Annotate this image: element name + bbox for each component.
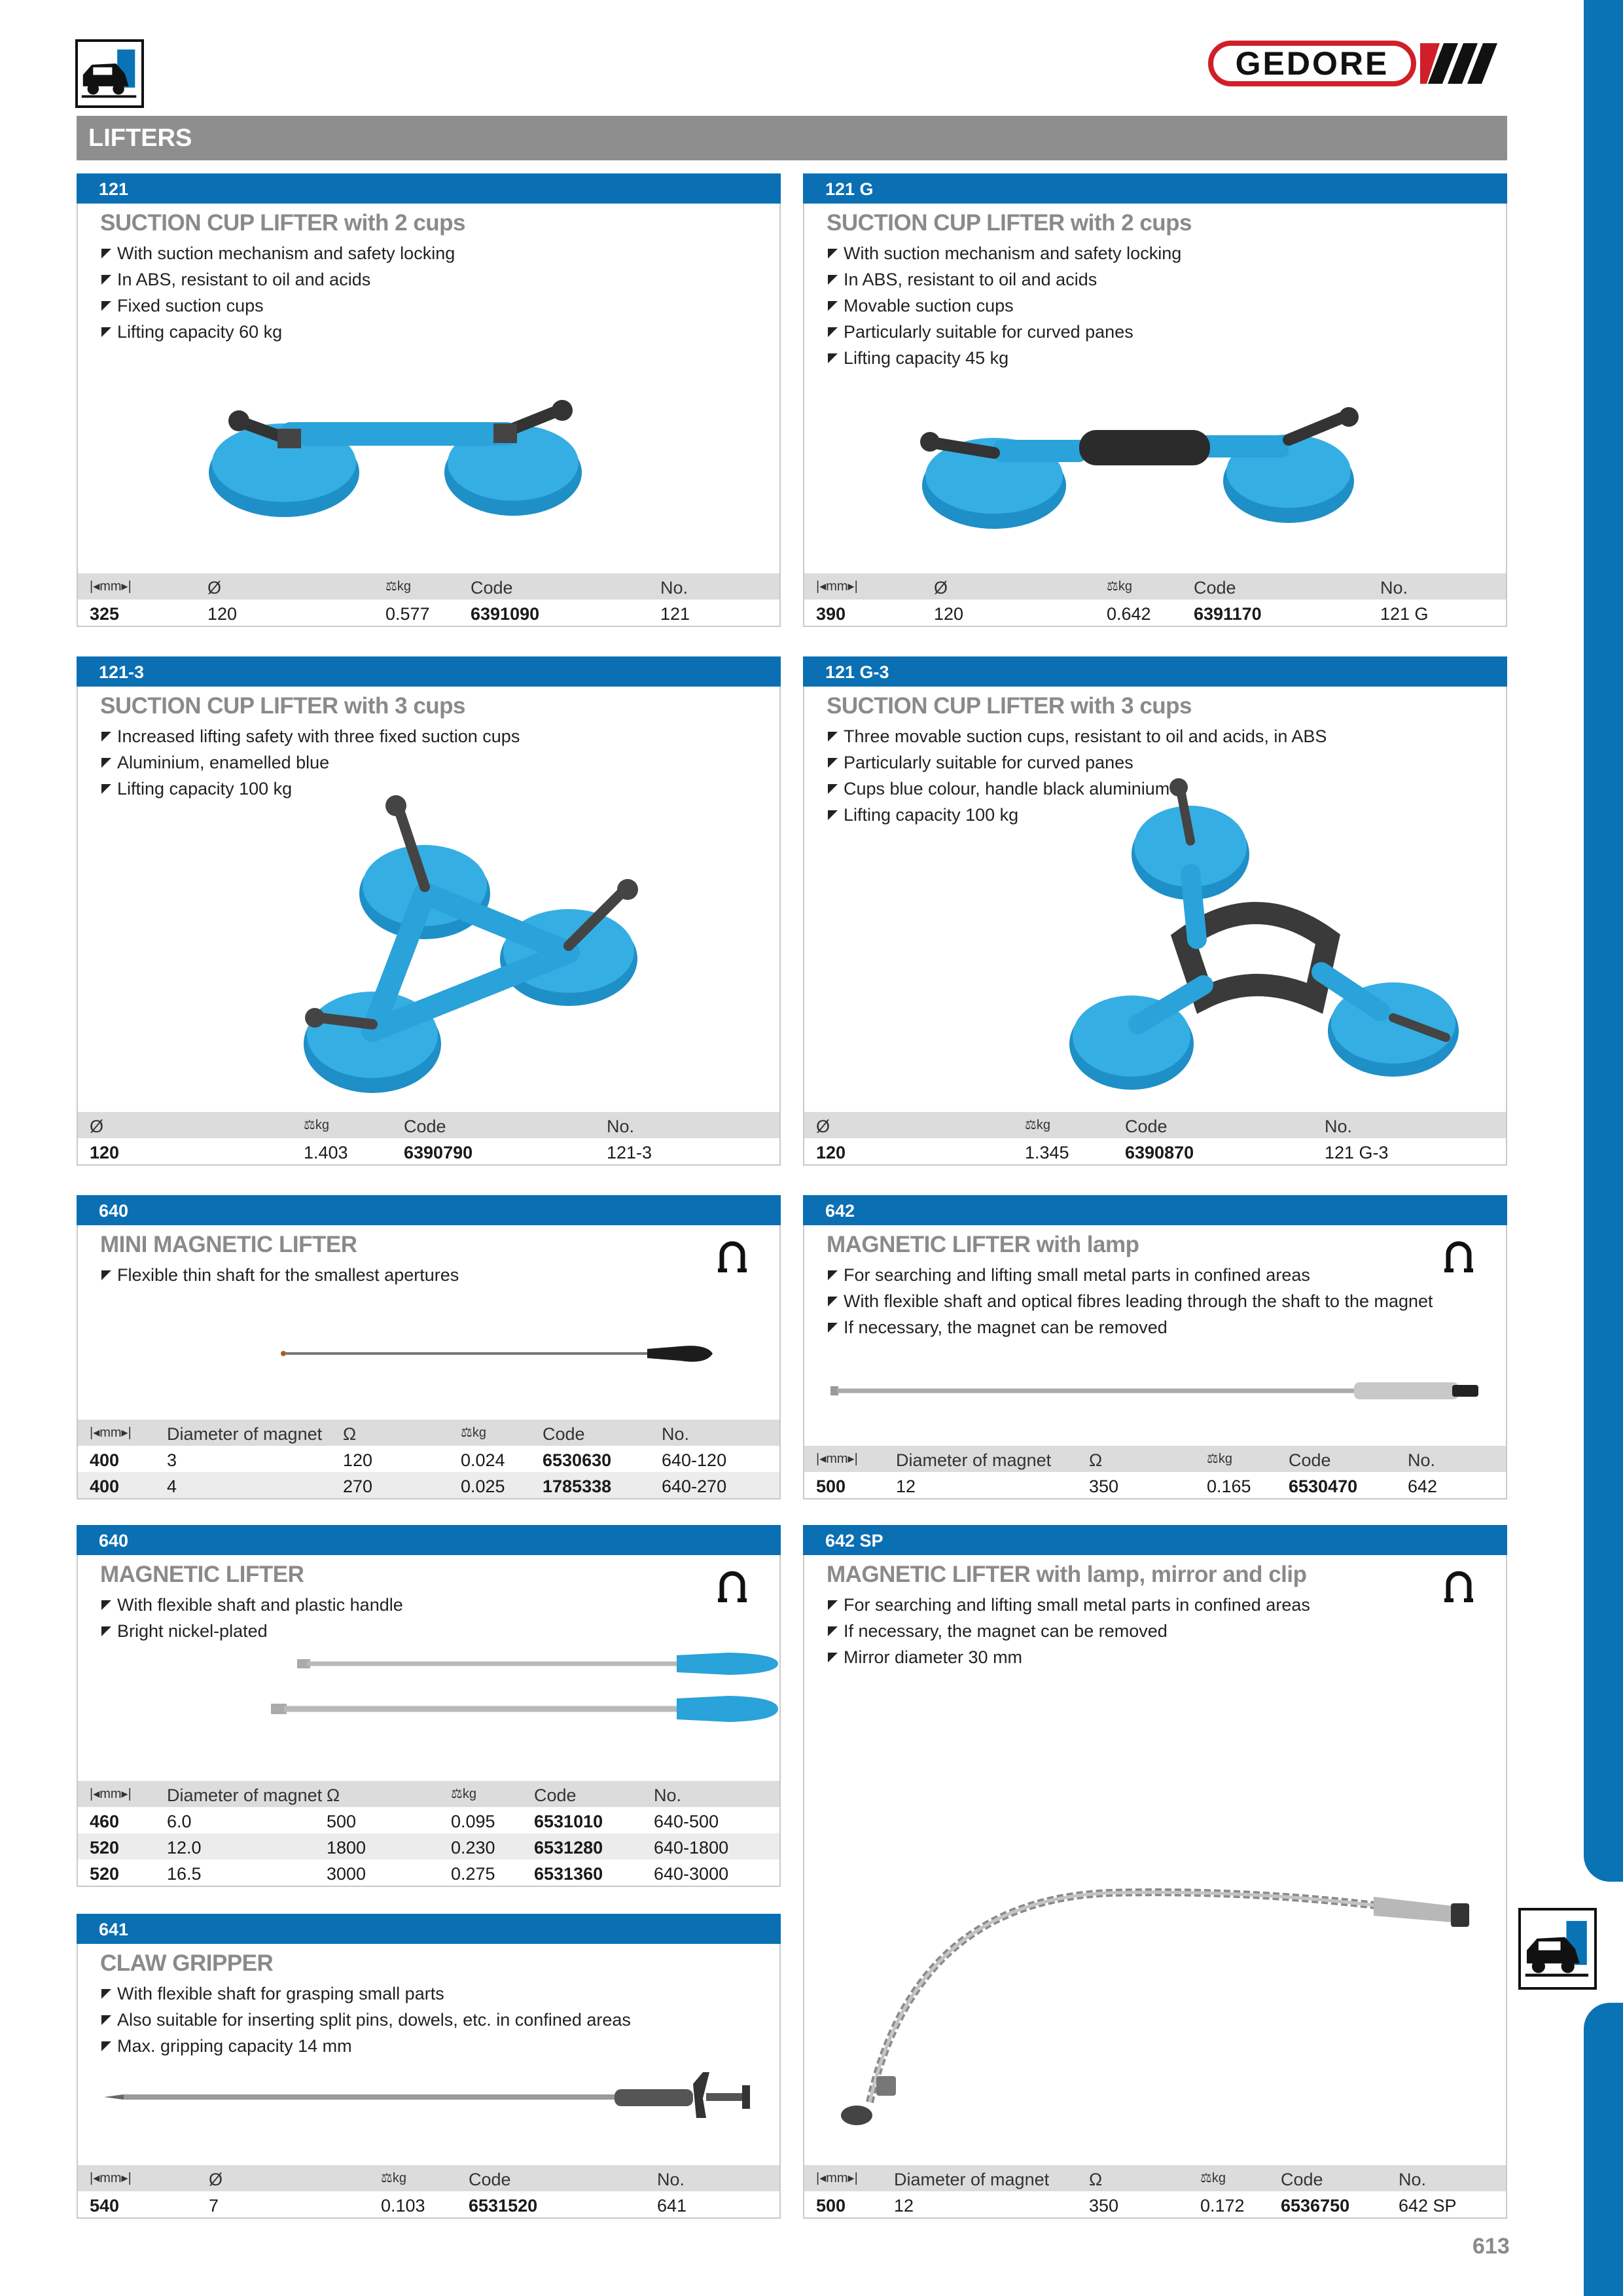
car-category-icon-top xyxy=(75,39,144,108)
magnet-icon xyxy=(717,1240,748,1274)
product-image-magnetic-lifter-mirror xyxy=(837,1814,1491,2128)
feature-item: Cups blue colour, handle black aluminium xyxy=(827,776,1327,802)
spec-header-row xyxy=(78,1112,779,1138)
cell-magnet-diameter: 6.0 xyxy=(167,1812,192,1831)
product-card-640-mini xyxy=(77,1195,781,1499)
product-card-641 xyxy=(77,1914,781,2219)
feature-item: Aluminium, enamelled blue xyxy=(100,749,520,776)
cell-force: 500 xyxy=(327,1812,357,1831)
product-image-suction-lifter-3-movable xyxy=(1066,776,1472,1103)
cell-code: 6530470 xyxy=(1289,1477,1358,1496)
card-title: SUCTION CUP LIFTER with 3 cups xyxy=(827,693,1192,719)
cell-weight: 1.403 xyxy=(304,1143,348,1162)
length-icon: |◂mm▸| xyxy=(816,2171,858,2185)
table-row xyxy=(78,2191,779,2217)
table-row xyxy=(78,1446,779,1472)
card-tag: 121 G xyxy=(803,173,1507,204)
cell-no: 121-3 xyxy=(607,1143,652,1162)
diameter-icon: Ø xyxy=(207,578,222,598)
cell-no: 640-1800 xyxy=(654,1838,729,1857)
table-row xyxy=(78,1138,779,1164)
table-row xyxy=(804,1138,1506,1164)
force-icon: Ω xyxy=(327,1785,340,1805)
card-tag: 640 xyxy=(77,1525,781,1555)
card-title: MAGNETIC LIFTER with lamp xyxy=(827,1232,1139,1257)
feature-item: For searching and lifting small metal parts in confined areas xyxy=(827,1262,1433,1288)
cell-weight: 0.095 xyxy=(451,1812,495,1831)
feature-list xyxy=(100,1592,403,1644)
spec-header-row xyxy=(78,573,779,600)
cell-no: 641 xyxy=(657,2196,687,2215)
card-tag: 121-3 xyxy=(77,656,781,687)
cell-diameter: 120 xyxy=(934,604,964,624)
cell-code: 6390790 xyxy=(404,1143,473,1162)
cell-code: 6531280 xyxy=(534,1838,603,1857)
cell-magnet-diameter: 12.0 xyxy=(167,1838,202,1857)
magnet-diameter-header: Diameter of magnet xyxy=(167,1785,323,1805)
product-image-claw-gripper xyxy=(104,2066,772,2125)
spec-header-row xyxy=(78,1781,779,1807)
card-tag: 641 xyxy=(77,1914,781,1944)
product-card-121-3 xyxy=(77,656,781,1166)
product-image-magnetic-lifter-lamp xyxy=(830,1373,1485,1406)
cell-code: 6530630 xyxy=(543,1450,612,1470)
cell-weight: 0.165 xyxy=(1207,1477,1251,1496)
length-icon: |◂mm▸| xyxy=(90,2171,132,2185)
cell-length: 390 xyxy=(816,604,846,624)
cell-no: 640-500 xyxy=(654,1812,719,1831)
magnet-diameter-header: Diameter of magnet xyxy=(894,2170,1050,2189)
feature-item: In ABS, resistant to oil and acids xyxy=(827,266,1181,293)
product-image-mini-magnetic-lifter xyxy=(281,1337,791,1370)
cell-weight: 0.275 xyxy=(451,1864,495,1884)
table-row xyxy=(78,1472,779,1498)
cell-length: 460 xyxy=(90,1812,120,1831)
no-header: No. xyxy=(607,1117,635,1136)
product-image-suction-lifter-2 xyxy=(202,397,608,522)
card-tag: 121 xyxy=(77,173,781,204)
cell-magnet-diameter: 12 xyxy=(894,2196,914,2215)
force-icon: Ω xyxy=(1089,1450,1103,1470)
feature-item: Mirror diameter 30 mm xyxy=(827,1644,1310,1670)
feature-item: Increased lifting safety with three fixed suction cups xyxy=(100,723,520,749)
no-header: No. xyxy=(657,2170,685,2189)
spec-table xyxy=(78,1112,779,1164)
card-title: SUCTION CUP LIFTER with 2 cups xyxy=(100,210,466,236)
cell-magnet-diameter: 16.5 xyxy=(167,1864,202,1884)
feature-item: With suction mechanism and safety locking xyxy=(100,240,455,266)
force-icon: Ω xyxy=(1089,2170,1103,2189)
feature-item: Three movable suction cups, resistant to oil and acids, in ABS xyxy=(827,723,1327,749)
weight-icon: ⚖kg xyxy=(461,1426,487,1440)
spec-header-row xyxy=(804,2165,1506,2191)
table-row xyxy=(78,1807,779,1833)
card-title: MAGNETIC LIFTER xyxy=(100,1562,304,1587)
card-title: CLAW GRIPPER xyxy=(100,1950,274,1976)
feature-list xyxy=(827,240,1181,371)
cell-weight: 0.577 xyxy=(385,604,430,624)
spec-table xyxy=(804,2165,1506,2217)
table-row xyxy=(78,1859,779,1886)
cell-force: 350 xyxy=(1089,1477,1119,1496)
diameter-icon: Ø xyxy=(90,1117,104,1136)
feature-item: Particularly suitable for curved panes xyxy=(827,319,1181,345)
feature-item: Lifting capacity 100 kg xyxy=(827,802,1327,828)
feature-item: If necessary, the magnet can be removed xyxy=(827,1618,1310,1644)
brand-stripes-icon xyxy=(1420,39,1507,88)
product-image-suction-lifter-3 xyxy=(294,795,673,1103)
cell-code: 1785338 xyxy=(543,1477,612,1496)
product-card-640 xyxy=(77,1525,781,1887)
cell-no: 121 G-3 xyxy=(1325,1143,1389,1162)
cell-weight: 0.025 xyxy=(461,1477,505,1496)
feature-list xyxy=(827,1592,1310,1670)
table-row xyxy=(78,1833,779,1859)
table-row xyxy=(804,1472,1506,1498)
card-tag: 642 SP xyxy=(803,1525,1507,1555)
code-header: Code xyxy=(534,1785,577,1805)
feature-item: Max. gripping capacity 14 mm xyxy=(100,2033,631,2059)
cell-weight: 0.103 xyxy=(381,2196,425,2215)
code-header: Code xyxy=(1281,2170,1323,2189)
weight-icon: ⚖kg xyxy=(1200,2171,1226,2185)
cell-weight: 0.172 xyxy=(1200,2196,1245,2215)
cell-force: 3000 xyxy=(327,1864,366,1884)
cell-diameter: 120 xyxy=(207,604,238,624)
spec-table xyxy=(804,573,1506,626)
card-title: SUCTION CUP LIFTER with 2 cups xyxy=(827,210,1192,236)
brand-name: GEDORE xyxy=(1235,45,1389,82)
weight-icon: ⚖kg xyxy=(1025,1118,1051,1132)
magnet-diameter-header: Diameter of magnet xyxy=(167,1424,323,1444)
cell-diameter: 120 xyxy=(90,1143,120,1162)
length-icon: |◂mm▸| xyxy=(90,1787,132,1801)
no-header: No. xyxy=(1399,2170,1427,2189)
card-tag: 642 xyxy=(803,1195,1507,1225)
feature-item: Lifting capacity 60 kg xyxy=(100,319,455,345)
page-number: 613 xyxy=(1472,2234,1510,2259)
no-header: No. xyxy=(1380,578,1408,598)
cell-length: 540 xyxy=(90,2196,120,2215)
cell-weight: 1.345 xyxy=(1025,1143,1069,1162)
product-card-121 xyxy=(77,173,781,627)
table-row xyxy=(804,600,1506,626)
product-image-magnetic-lifter xyxy=(271,1647,781,1732)
feature-list xyxy=(100,1981,631,2059)
feature-list xyxy=(100,723,520,802)
spec-header-row xyxy=(78,2165,779,2191)
section-title: LIFTERS xyxy=(77,116,1507,160)
feature-item: If necessary, the magnet can be removed xyxy=(827,1314,1433,1340)
no-header: No. xyxy=(654,1785,682,1805)
feature-list xyxy=(827,1262,1433,1340)
cell-force: 1800 xyxy=(327,1838,366,1857)
cell-no: 642 SP xyxy=(1399,2196,1457,2215)
table-row xyxy=(804,2191,1506,2217)
no-header: No. xyxy=(1325,1117,1353,1136)
length-icon: |◂mm▸| xyxy=(816,1452,858,1466)
brand-logo xyxy=(1208,39,1507,89)
cell-diameter: 120 xyxy=(816,1143,846,1162)
spec-table xyxy=(78,2165,779,2217)
magnet-icon xyxy=(1443,1570,1474,1604)
weight-icon: ⚖kg xyxy=(381,2171,407,2185)
cell-force: 270 xyxy=(343,1477,373,1496)
feature-item: For searching and lifting small metal parts in confined areas xyxy=(827,1592,1310,1618)
feature-item: With flexible shaft and optical fibres leading through the shaft to the magnet xyxy=(827,1288,1433,1314)
magnet-diameter-header: Diameter of magnet xyxy=(896,1450,1052,1470)
length-icon: |◂mm▸| xyxy=(816,579,858,594)
feature-item: With suction mechanism and safety locking xyxy=(827,240,1181,266)
cell-code: 6391090 xyxy=(471,604,540,624)
cell-code: 6531010 xyxy=(534,1812,603,1831)
product-card-121g xyxy=(803,173,1507,627)
cell-length: 500 xyxy=(816,2196,846,2215)
product-card-642 xyxy=(803,1195,1507,1499)
cell-no: 642 xyxy=(1408,1477,1438,1496)
weight-icon: ⚖kg xyxy=(451,1787,477,1801)
spec-table xyxy=(78,1781,779,1886)
diameter-icon: Ø xyxy=(934,578,948,598)
spec-header-row xyxy=(78,1420,779,1446)
cell-weight: 0.024 xyxy=(461,1450,505,1470)
feature-item: Flexible thin shaft for the smallest apertures xyxy=(100,1262,459,1288)
cell-code: 6531360 xyxy=(534,1864,603,1884)
cell-length: 500 xyxy=(816,1477,846,1496)
feature-item: Lifting capacity 45 kg xyxy=(827,345,1181,371)
diameter-icon: Ø xyxy=(209,2170,223,2189)
cell-magnet-diameter: 3 xyxy=(167,1450,177,1470)
force-icon: Ω xyxy=(343,1424,357,1444)
code-header: Code xyxy=(404,1117,446,1136)
cell-weight: 0.642 xyxy=(1107,604,1151,624)
length-icon: |◂mm▸| xyxy=(90,1426,132,1440)
card-title: MAGNETIC LIFTER with lamp, mirror and clip xyxy=(827,1562,1307,1587)
code-header: Code xyxy=(469,2170,511,2189)
cell-weight: 0.230 xyxy=(451,1838,495,1857)
code-header: Code xyxy=(471,578,513,598)
product-card-121g-3 xyxy=(803,656,1507,1166)
spec-table xyxy=(804,1446,1506,1498)
product-card-642sp xyxy=(803,1525,1507,2219)
feature-item: With flexible shaft for grasping small parts xyxy=(100,1981,631,2007)
no-header: No. xyxy=(662,1424,690,1444)
cell-no: 640-3000 xyxy=(654,1864,729,1884)
side-color-bar-lower xyxy=(1584,2003,1623,2296)
code-header: Code xyxy=(543,1424,585,1444)
no-header: No. xyxy=(1408,1450,1436,1470)
code-header: Code xyxy=(1194,578,1236,598)
code-header: Code xyxy=(1289,1450,1331,1470)
feature-item: Also suitable for inserting split pins, dowels, etc. in confined areas xyxy=(100,2007,631,2033)
cell-length: 520 xyxy=(90,1838,120,1857)
feature-item: With flexible shaft and plastic handle xyxy=(100,1592,403,1618)
length-icon: |◂mm▸| xyxy=(90,579,132,594)
cell-length: 325 xyxy=(90,604,120,624)
diameter-icon: Ø xyxy=(816,1117,830,1136)
feature-item: Fixed suction cups xyxy=(100,293,455,319)
no-header: No. xyxy=(660,578,688,598)
card-tag: 640 xyxy=(77,1195,781,1225)
cell-code: 6391170 xyxy=(1194,604,1262,624)
feature-list xyxy=(100,240,455,345)
feature-item: Movable suction cups xyxy=(827,293,1181,319)
feature-item: In ABS, resistant to oil and acids xyxy=(100,266,455,293)
car-category-icon xyxy=(1518,1908,1597,1990)
brand-pill xyxy=(1208,41,1416,86)
cell-code: 6536750 xyxy=(1281,2196,1350,2215)
weight-icon: ⚖kg xyxy=(385,579,412,594)
magnet-icon xyxy=(1443,1240,1474,1274)
cell-no: 121 xyxy=(660,604,690,624)
cell-force: 350 xyxy=(1089,2196,1119,2215)
feature-item: Bright nickel-plated xyxy=(100,1618,403,1644)
table-row xyxy=(78,600,779,626)
product-image-suction-lifter-2-movable xyxy=(909,404,1380,535)
cell-magnet-diameter: 12 xyxy=(896,1477,916,1496)
cell-force: 120 xyxy=(343,1450,373,1470)
spec-header-row xyxy=(804,573,1506,600)
cell-magnet-diameter: 4 xyxy=(167,1477,177,1496)
magnet-icon xyxy=(717,1570,748,1604)
card-title: SUCTION CUP LIFTER with 3 cups xyxy=(100,693,466,719)
spec-table xyxy=(78,573,779,626)
code-header: Code xyxy=(1125,1117,1168,1136)
cell-code: 6531520 xyxy=(469,2196,538,2215)
cell-length: 400 xyxy=(90,1450,120,1470)
card-title: MINI MAGNETIC LIFTER xyxy=(100,1232,357,1257)
feature-item: Particularly suitable for curved panes xyxy=(827,749,1327,776)
cell-no: 121 G xyxy=(1380,604,1429,624)
weight-icon: ⚖kg xyxy=(1107,579,1133,594)
card-tag: 121 G-3 xyxy=(803,656,1507,687)
cell-no: 640-270 xyxy=(662,1477,727,1496)
feature-item: Lifting capacity 100 kg xyxy=(100,776,520,802)
weight-icon: ⚖kg xyxy=(1207,1452,1233,1466)
cell-length: 400 xyxy=(90,1477,120,1496)
side-color-bar xyxy=(1584,0,1623,1882)
spec-header-row xyxy=(804,1446,1506,1472)
spec-table xyxy=(804,1112,1506,1164)
spec-header-row xyxy=(804,1112,1506,1138)
cell-code: 6390870 xyxy=(1125,1143,1194,1162)
feature-list xyxy=(100,1262,459,1288)
weight-icon: ⚖kg xyxy=(304,1118,330,1132)
cell-diameter: 7 xyxy=(209,2196,219,2215)
cell-no: 640-120 xyxy=(662,1450,727,1470)
cell-length: 520 xyxy=(90,1864,120,1884)
spec-table xyxy=(78,1420,779,1498)
